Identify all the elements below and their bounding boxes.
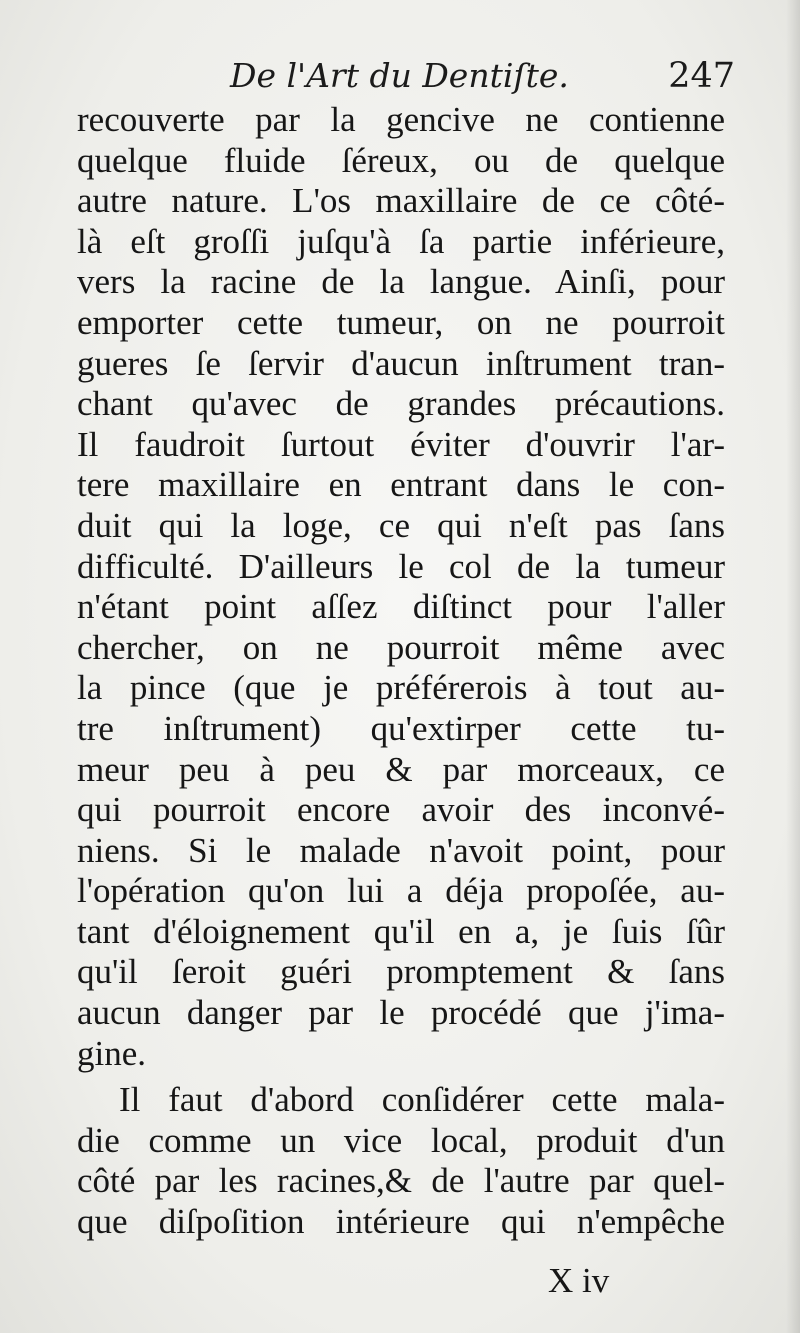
text-line: gine. [77, 1033, 147, 1073]
text-line: qui pourroit encore avoir des inconvé- [77, 790, 725, 830]
signature-mark: X iv [548, 1261, 610, 1300]
text-line: côté par les racines,& de l'autre par quel- [77, 1161, 725, 1201]
text-line: Il faut d'abord conſidérer cette mala- [119, 1080, 725, 1120]
text-line: tre inſtrument) qu'extirper cette tu- [77, 708, 725, 748]
text-line: quelque fluide ſéreux, ou de quelque [77, 140, 725, 180]
body-text [77, 100, 725, 1243]
page-header [230, 52, 735, 100]
text-line: que diſpoſition intérieure qui n'empêche [77, 1202, 725, 1242]
running-head: De l'Art du Dentiſte. [230, 56, 569, 95]
text-line: la pince (que je préférerois à tout au- [77, 668, 725, 708]
text-line: chant qu'avec de grandes précautions. [77, 384, 725, 424]
text-line: autre nature. L'os maxillaire de ce côté- [77, 181, 725, 221]
text-line: die comme un vice local, produit d'un [77, 1120, 725, 1160]
text-line: Il faudroit ſurtout éviter d'ouvrir l'ar- [77, 424, 725, 464]
text-line: niens. Si le malade n'avoit point, pour [77, 830, 725, 870]
text-line: emporter cette tumeur, on ne pourroit [77, 302, 725, 342]
text-line: n'étant point aſſez diſtinct pour l'aller [77, 587, 725, 627]
text-line: chercher, on ne pourroit même avec [77, 627, 725, 667]
text-line: tant d'éloignement qu'il en a, je ſuis ſûr [77, 911, 725, 951]
text-line: duit qui la loge, ce qui n'eſt pas ſans [77, 505, 725, 545]
page-edge-shadow [786, 0, 800, 1333]
text-line: l'opération qu'on lui a déja propoſée, au- [77, 871, 725, 911]
text-line: recouverte par la gencive ne contienne [77, 100, 725, 139]
text-line: difficulté. D'ailleurs le col de la tumeur [77, 546, 725, 586]
text-line: qu'il ſeroit guéri promptement & ſans [77, 952, 725, 992]
text-line: gueres ſe ſervir d'aucun inſtrument tran- [77, 343, 725, 383]
text-line: là eſt groſſi juſqu'à ſa partie inférieure, [77, 221, 725, 261]
text-line: aucun danger par le procédé que j'ima- [77, 993, 725, 1033]
page-number: 247 [668, 56, 735, 96]
text-line: tere maxillaire en entrant dans le con- [77, 465, 725, 505]
text-line: vers la racine de la langue. Ainſi, pour [77, 262, 725, 302]
text-line: meur peu à peu & par morceaux, ce [77, 749, 725, 789]
